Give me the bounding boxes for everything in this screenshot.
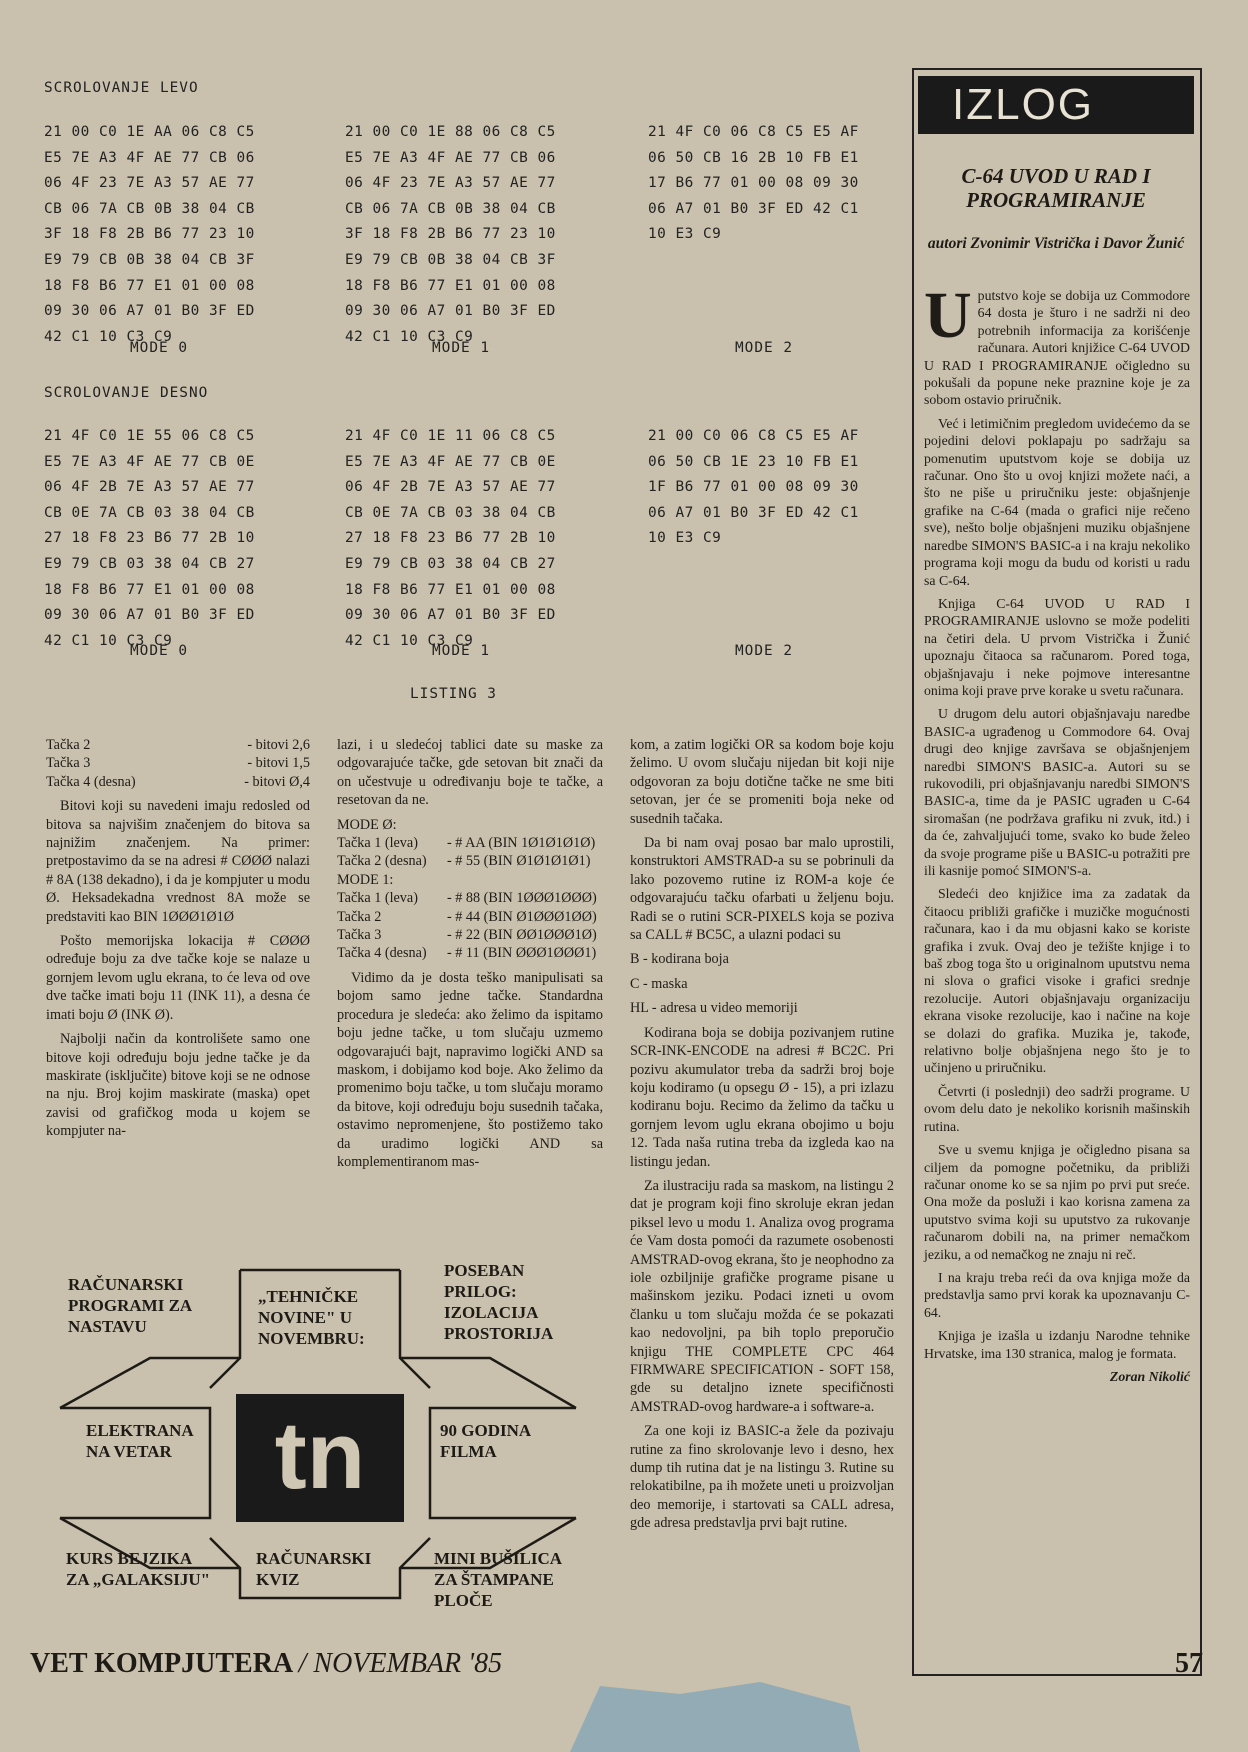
mode-label: MODE 0 (130, 643, 188, 659)
dot-row: Tačka 2 - bitovi 2,6 (46, 737, 310, 753)
book-title: C-64 UVOD U RAD I PROGRAMIRANJE (961, 164, 1151, 212)
listing-right-title: SCROLOVANJE DESNO (44, 385, 209, 401)
footer-magazine-title: VET KOMPJUTERA / NOVEMBAR '85 (30, 1648, 503, 1679)
dot-row: Tačka 3 - bitovi 1,5 (46, 755, 310, 772)
input-hl: HL - adresa u video memoriji (630, 1000, 798, 1017)
mode-label: MODE 2 (735, 643, 793, 659)
paragraph: Već i letimičnim pregledom uvidećemo da se pojedini delovi poklapaju po sadržaju sa pomenutim uputstvom koje se dobija uz računar. Ono što u ovoj knjizi možete naći, a što ne piše u priručniku jeste: objašnjenje grafike na C-64 (mada o grafici nije rečeno sve), nešto bolje objašnjeni muziku objašnjene naredbe SIMON'S BASIC-a i na kraju nekoliko programa koji mogu da budu od koristi u radu sa C-64. (924, 415, 1190, 588)
tn-logo: tn (274, 1402, 366, 1509)
mask-row: Tačka 2 (desna) - # 55 (BIN Ø1Ø1Ø1Ø1) (337, 853, 591, 870)
paragraph: kom, a zatim logički OR sa kodom boje koju želimo. U ovom slučaju nijedan bit koji nije odgovoran za boju dotične tačke ne sme biti setovan, jer će se promeniti boja neke od susednih tačaka. (630, 737, 894, 827)
paragraph: Sledeći deo knjižice ima za zadatak da čitaocu približi grafičke i muzičke mogućnosti računara, kao i da mu objasni kako se koriste grafika i zvuk. Ovaj deo je težište knjige i to baš zbog toga što u originalnom uputstvu nema ni slova o grafici visoke i grafici srednje rezolucije. Autori objašnjavaju organizaciju ekrana visoke rezolucije, kao i načine na koje se dolazi do grafika. Muzika je, takođe, relativno bolje objašnjena nego što je to učinjeno u priručniku. (924, 886, 1190, 1076)
paragraph: Pošto memorijska lokacija # CØØØ određuje boju za dve tačke koje se nalaze u gornjem levom uglu ekrana, to će leva od ove dve tačke imati boju 11 (INK 11), a desna će imati boju Ø (INK Ø). (46, 933, 310, 1023)
promo-kurs-bejzika: KURS BEJZIKA ZA „GALAKSIJU" (66, 1549, 211, 1589)
promo-racunarski-kviz: RAČUNARSKI KVIZ (256, 1549, 372, 1589)
dot-row: Tačka 4 (desna) - bitovi Ø,4 (46, 773, 310, 790)
promo-racunarski-programi: RAČUNARSKI PROGRAMI ZA NASTAVU (68, 1275, 192, 1336)
listing-left-title: SCROLOVANJE LEVO (44, 80, 199, 96)
drop-cap: U (924, 279, 972, 352)
mask-row: Tačka 3 - # 22 (BIN ØØ1ØØØ1Ø) (337, 927, 597, 944)
torn-paper-decoration (560, 1676, 860, 1752)
mask-row: Tačka 1 (leva) - # 88 (BIN 1ØØØ1ØØØ) (337, 890, 597, 907)
page-number: 57 (1175, 1648, 1203, 1679)
article-column-1 (46, 736, 310, 1147)
mask-row: Tačka 2 - # 44 (BIN Ø1ØØØ1ØØ) (337, 908, 597, 925)
paragraph: Knjiga C-64 UVOD U RAD I PROGRAMIRANJE uslovno se može podeliti na četiri dela. U prvom Vistrička i Žunić upoznaju čitaoca sa računarom. Pored toga, objašnjavaju i neke pojmove interesantne onima koji prave prve korake u svetu računara. (924, 595, 1190, 698)
input-b: B - kodirana boja (630, 951, 729, 968)
paragraph: U drugom delu autori objašnjavaju naredbe BASIC-a ugrađenog u Commodore 64. Ovaj drugi deo knjige završava se objašnjenjem naredbi SIMON'S BASIC-a. Autori su se rukovodili, pri objašnjavanju naredbi SIMON'S BASIC-a, time da je PASIC ugrađen u C-64 siromašan (ne podržava grafiku ni zvuk, itd.) i da će, zahvaljujući tome, svako ko bude želeo da svoje programe piše u BASIC-u potražiti pre ili kasnije pomoć SIMON'S-a. (924, 706, 1190, 878)
mode-label: MODE 1 (432, 340, 490, 356)
hex-left-mode1: 21 00 C0 1E 88 06 C8 C5 E5 7E A3 4F AE 77 CB 06 06 4F 23 7E A3 57 AE 77 CB 06 7A CB 0B 38 04 CB 3F 18 F8 2B B6 77 23 10 E9 79 CB 0B 38 04 CB 3F 18 F8 B6 77 E1 01 00 08 09 30 06 A7 01 B0 3F ED 42 C1 10 C3 C9 (345, 124, 556, 345)
paragraph: Najbolji način da kontrolišete samo one bitove koji određuju boju jedne tačke je da maskirate (isključite) bitove koji se ne odnose na nju. Broj kojim maskirate (maska) opet zavisi od grafičkog moda u kojem se kompjuter na- (46, 1031, 310, 1140)
paragraph: Kodirana boja se dobija pozivanjem rutine SCR-INK-ENCODE na adresi # BC2C. Pri pozivu akumulator treba da sadrži broj boje koju kodiramo (u opsegu Ø - 15), a pri izlazu kodiranu boju. Recimo da želimo da tačku u gornjem levom uglu ekrana obojimo u boju 12. Tada naša rutina treba da izgleda kao na listingu jedan. (630, 1024, 894, 1170)
author-signature: Zoran Nikolić (1109, 1368, 1190, 1384)
promo-tehnicke-novine: „TEHNIČKE NOVINE" U NOVEMBRU: (258, 1287, 365, 1348)
paragraph: lazi, i u sledećoj tablici date su maske za odgovarajuće tačke, gde setovan bit znači da on učestvuje u određivanju boje te tačke, a resetovan da ne. (337, 737, 603, 809)
promo-elektrana: ELEKTRANA NA VETAR (86, 1421, 193, 1461)
paragraph: Bitovi koji su navedeni imaju redosled od bitova sa najvišim značenjem do bitova sa najnižim značenjem. Na primer: pretpostavimo da se na adresi # CØØØ nalazi # 8A (138 dekadno), i da je kompjuter u modu Ø. Heksadekadna vrednost 8A može se predstaviti kao BIN 1ØØØ1Ø1Ø (46, 798, 310, 925)
paragraph: Uputstvo koje se dobija uz Commodore 64 dosta je šturo i ne sadrži ni deo potrebnih informacija za korišćenje računara. Autori knjižice C-64 UVOD U RAD I PROGRAMIRANJE očigledno su pokušali da popune neke praznine koje je za sobom ostavio priručnik. (924, 279, 1190, 408)
mask-row: Tačka 1 (leva) - # AA (BIN 1Ø1Ø1Ø1Ø) (337, 835, 596, 852)
review-body (924, 279, 1190, 1385)
book-authors: autori Zvonimir Vistrička i Davor Žunić (927, 235, 1185, 252)
promo-mini-busilica: MINI BUŠILICA ZA ŠTAMPANE PLOČE (434, 1549, 562, 1610)
izlog-heading: IZLOG (918, 76, 1194, 134)
article-column-2 (337, 736, 603, 1177)
listing-caption: LISTING 3 (410, 686, 497, 702)
paragraph: Knjiga je izašla u izdanju Narodne tehnike Hrvatske, ima 130 stranica, malog je formata. (924, 1328, 1190, 1361)
paragraph: Vidimo da je dosta teško manipulisati sa bojom samo jedne tačke. Standardna procedura je sledeća: ako želimo da ispitamo boju jedne tačke, u tom slučaju uzmemo odgovarajući bajt, napravimo logički AND sa maskom, i dobijamo kod boje. Ako želimo da promenimo boju tačke, u tom slučaju moramo da bitove, koji određuju boju susednih tačaka, ostavimo nepromenjene, što postižemo tako da uradimo logički AND sa komplementiranom mas- (337, 969, 603, 1170)
hex-right-mode1: 21 4F C0 1E 11 06 C8 C5 E5 7E A3 4F AE 77 CB 0E 06 4F 2B 7E A3 57 AE 77 CB 0E 7A CB 03 38 04 CB 27 18 F8 23 B6 77 2B 10 E9 79 CB 03 38 04 CB 27 18 F8 B6 77 E1 01 00 08 09 30 06 A7 01 B0 3F ED 42 C1 10 C3 C9 (345, 428, 556, 649)
hex-left-mode0: 21 00 C0 1E AA 06 C8 C5 E5 7E A3 4F AE 77 CB 06 06 4F 23 7E A3 57 AE 77 CB 06 7A CB 0B 38 04 CB 3F 18 F8 2B B6 77 23 10 E9 79 CB 0B 38 04 CB 3F 18 F8 B6 77 E1 01 00 08 09 30 06 A7 01 B0 3F ED 42 C1 10 C3 C9 (44, 124, 255, 345)
hex-right-mode0: 21 4F C0 1E 55 06 C8 C5 E5 7E A3 4F AE 77 CB 0E 06 4F 2B 7E A3 57 AE 77 CB 0E 7A CB 03 38 04 CB 27 18 F8 23 B6 77 2B 10 E9 79 CB 03 38 04 CB 27 18 F8 B6 77 E1 01 00 08 09 30 06 A7 01 B0 3F ED 42 C1 10 C3 C9 (44, 428, 255, 649)
paragraph: Sve u svemu knjiga je očigledno pisana sa ciljem da pomogne početniku, da približi računar onome ko se sa njim po prvi put sreće. Ona može da posluži i kao korisna zamena za uputstvo svima koji su uputstvo za rukovanje računarom dobili na, na primer nemačkom jeziku, a od nemačkog ne znaju ni reč. (924, 1142, 1190, 1262)
article-column-3 (630, 736, 894, 1539)
paragraph: Za ilustraciju rada sa maskom, na listingu 2 dat je program koji fino skroluje ekran jedan piksel levo u modu 1. Analiza ovog programa će Vam dosta pomoći da razumete osobenosti AMSTRAD-ovog ekrana, što je neophodno za iole ozbiljnije grafičke programe pisane u mašinskom jeziku. Podaci izneti u ovom članku u tom slučaju možda će se pokazati kao nedovoljni, pa bih toplo preporučio knjigu THE COMPLETE CPC 464 FIRMWARE SPECIFICATION - SOFT 158, gde su detaljno iznete specifičnosti AMSTRAD-ovog hardware-a i software-a. (630, 1177, 894, 1415)
paragraph: Da bi nam ovaj posao bar malo uprostili, konstruktori AMSTRAD-a su se pobrinuli da lako pozovemo rutine iz ROM-a koje će odgovarajuću tačku ofarbati u željenu boju. Radi se o rutini SCR-PIXELS koja se poziva sa CALL # BC5C, a ulazni podaci su (630, 835, 894, 944)
promo-poseban-prilog: POSEBAN PRILOG: IZOLACIJA PROSTORIJA (444, 1261, 554, 1343)
mask-table-mode1-label: MODE 1: (337, 871, 394, 888)
promo-90-godina: 90 GODINA FILMA (440, 1421, 531, 1461)
hex-left-mode2: 21 4F C0 06 C8 C5 E5 AF 06 50 CB 16 2B 10 FB E1 17 B6 77 01 00 08 09 30 06 A7 01 B0 3F ED 42 C1 10 E3 C9 (648, 124, 859, 243)
mask-table-mode0-label: MODE Ø: (337, 816, 397, 833)
mode-label: MODE 2 (735, 340, 793, 356)
mode-label: MODE 1 (432, 643, 490, 659)
hex-right-mode2: 21 00 C0 06 C8 C5 E5 AF 06 50 CB 1E 23 10 FB E1 1F B6 77 01 00 08 09 30 06 A7 01 B0 3F ED 42 C1 10 E3 C9 (648, 428, 859, 547)
mode-label: MODE 0 (130, 340, 188, 356)
paragraph: Četvrti (i poslednji) deo sadrži programe. U ovom delu dato je nekoliko korisnih mašinskih rutina. (924, 1083, 1190, 1134)
paragraph: Za one koji iz BASIC-a žele da pozivaju rutine za fino skrolovanje levo i desno, hex dump tih rutina dat je na listingu 3. Rutine su relokatibilne, pa ih možete uneti u proizvoljan deo memorije, i startovati sa CALL adresa, gde adresa predstavlja prvi bajt rutine. (630, 1423, 894, 1532)
input-c: C - maska (630, 975, 688, 992)
mask-row: Tačka 4 (desna) - # 11 (BIN ØØØ1ØØØ1) (337, 945, 597, 962)
paragraph: I na kraju treba reći da ova knjiga može da predstavlja samo prvi korak ka upoznavanju C-64. (924, 1269, 1190, 1320)
